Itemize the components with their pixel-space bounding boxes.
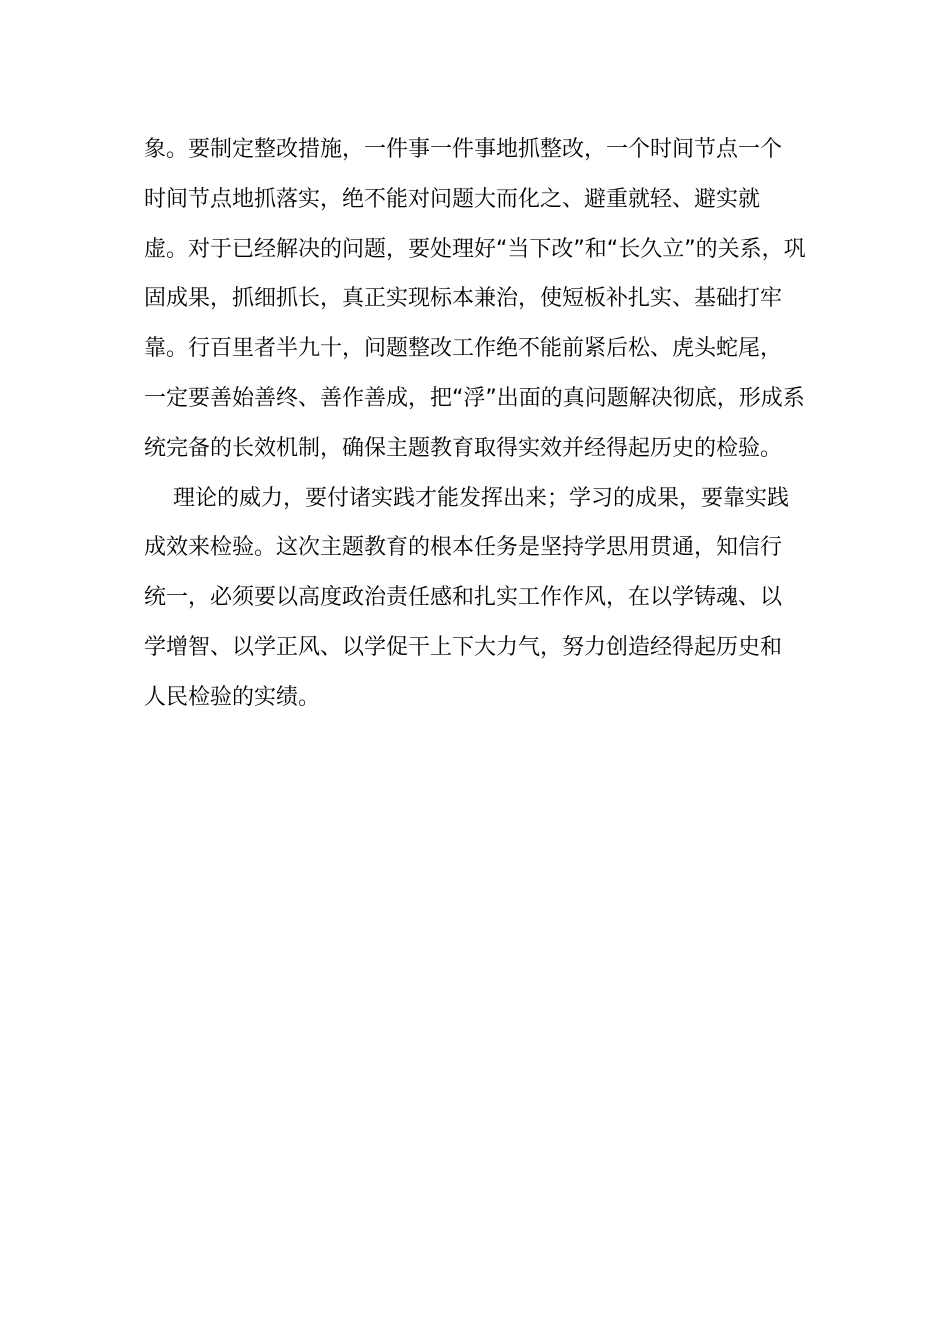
document-body xyxy=(144,125,808,723)
paragraph-line: 时间节点地抓落实，绝不能对问题大而化之、避重就轻、避实就 xyxy=(144,186,761,212)
paragraph-line: 靠。行百里者半九十，问题整改工作绝不能前紧后松、虎头蛇尾， xyxy=(144,336,783,362)
paragraph-line: 理论的威力，要付诸实践才能发挥出来；学习的成果，要靠实践 xyxy=(173,485,790,511)
paragraph-line: 虚。对于已经解决的问题，要处理好“当下改”和“长久立”的关系，巩 xyxy=(144,236,806,262)
paragraph-line: 固成果，抓细抓长，真正实现标本兼治，使短板补扎实、基础打牢 xyxy=(144,286,783,312)
paragraph-line: 成效来检验。这次主题教育的根本任务是坚持学思用贯通，知信行 xyxy=(144,535,783,561)
paragraph-line: 学增智、以学正风、以学促干上下大力气，努力创造经得起历史和 xyxy=(144,634,783,660)
paragraph-line: 统完备的长效机制，确保主题教育取得实效并经得起历史的检验。 xyxy=(144,435,783,461)
paragraph-line: 象。要制定整改措施，一件事一件事地抓整改，一个时间节点一个 xyxy=(144,137,783,162)
paragraph-line: 人民检验的实绩。 xyxy=(144,684,321,710)
paragraph-2 xyxy=(144,474,808,723)
paragraph-1 xyxy=(144,125,808,474)
paragraph-line: 统一，必须要以高度政治责任感和扎实工作作风，在以学铸魂、以 xyxy=(144,585,783,611)
paragraph-line: 一定要善始善终、善作善成，把“浮”出面的真问题解决彻底，形成系 xyxy=(144,385,805,411)
